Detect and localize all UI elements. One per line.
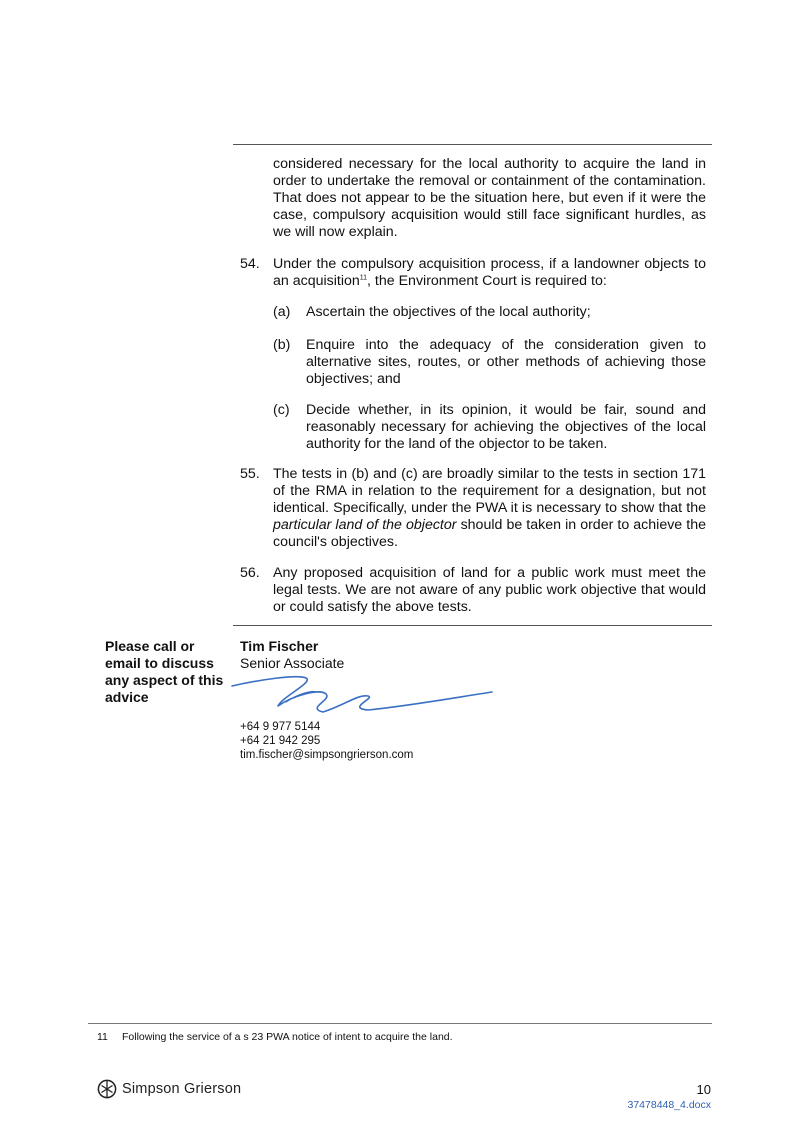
simpson-grierson-logo-icon: [97, 1079, 117, 1099]
top-rule: [233, 144, 712, 145]
item-a-label: (a): [273, 304, 291, 320]
paragraph-55: [273, 466, 706, 551]
page-number: 10: [696, 1082, 711, 1097]
item-b-label: (b): [273, 337, 291, 353]
signature-rule: [233, 625, 712, 626]
paragraph-54-number: 54.: [240, 256, 260, 272]
paragraph-54-text-before: Under the compulsory acquisition process, if a landowner objects to an acquisition: [273, 256, 706, 289]
paragraph-56-number: 56.: [240, 565, 260, 581]
footnote-rule: [88, 1023, 712, 1024]
contact-phone-1: +64 9 977 5144: [240, 721, 321, 733]
footer-brand: [97, 1078, 241, 1100]
footnote-ref-11[interactable]: 11: [359, 274, 368, 282]
paragraph-56: Any proposed acquisition of land for a public work must meet the legal tests. We are not aware of any public work objective that would or could satisfy the above tests.: [273, 565, 706, 615]
paragraph-55-text-after: should be taken in order to achieve the council's objectives.: [273, 517, 706, 550]
paragraph-55-italic: particular land of the objector: [273, 517, 457, 533]
paragraph-55-text-before: The tests in (b) and (c) are broadly similar to the tests in section 171 of the RMA in relation to the requirement for a designation, but not identical. Specifically, under the PWA it is necessary to show that the: [273, 466, 706, 516]
contact-sidebar: Please call or email to discuss any aspect of this advice: [105, 638, 224, 705]
item-c-label: (c): [273, 402, 290, 418]
footnote-number: 11: [97, 1031, 108, 1043]
paragraph-54-text-after: , the Environment Court is required to:: [367, 273, 607, 289]
contact-phone-2: +64 21 942 295: [240, 735, 321, 747]
item-a-text: Ascertain the objectives of the local authority;: [306, 304, 591, 320]
contact-email[interactable]: tim.fischer@simpsongrierson.com: [240, 749, 414, 761]
item-b-text: Enquire into the adequacy of the consideration given to alternative sites, routes, or other methods of achieving those objectives; and: [306, 337, 706, 387]
contact-name: Tim Fischer: [240, 638, 319, 654]
footnote-text: Following the service of a s 23 PWA notice of intent to acquire the land.: [122, 1031, 453, 1043]
contact-title: Senior Associate: [240, 655, 345, 671]
document-reference: 37478448_4.docx: [627, 1099, 711, 1111]
paragraph-54: [273, 256, 706, 290]
item-c-text: Decide whether, in its opinion, it would be fair, sound and reasonably necessary for achieving the objectives of the local authority for the land of the objector to be taken.: [306, 402, 706, 452]
continuation-paragraph: considered necessary for the local authority to acquire the land in order to undertake the removal or containment of the contamination. That does not appear to be the situation here, but even if it were the case, compulsory acquisition would still face significant hurdles, as we will now explain.: [273, 156, 706, 240]
paragraph-55-number: 55.: [240, 466, 260, 482]
footer-brand-name: Simpson Grierson: [122, 1081, 242, 1097]
signature-image: [228, 672, 503, 722]
